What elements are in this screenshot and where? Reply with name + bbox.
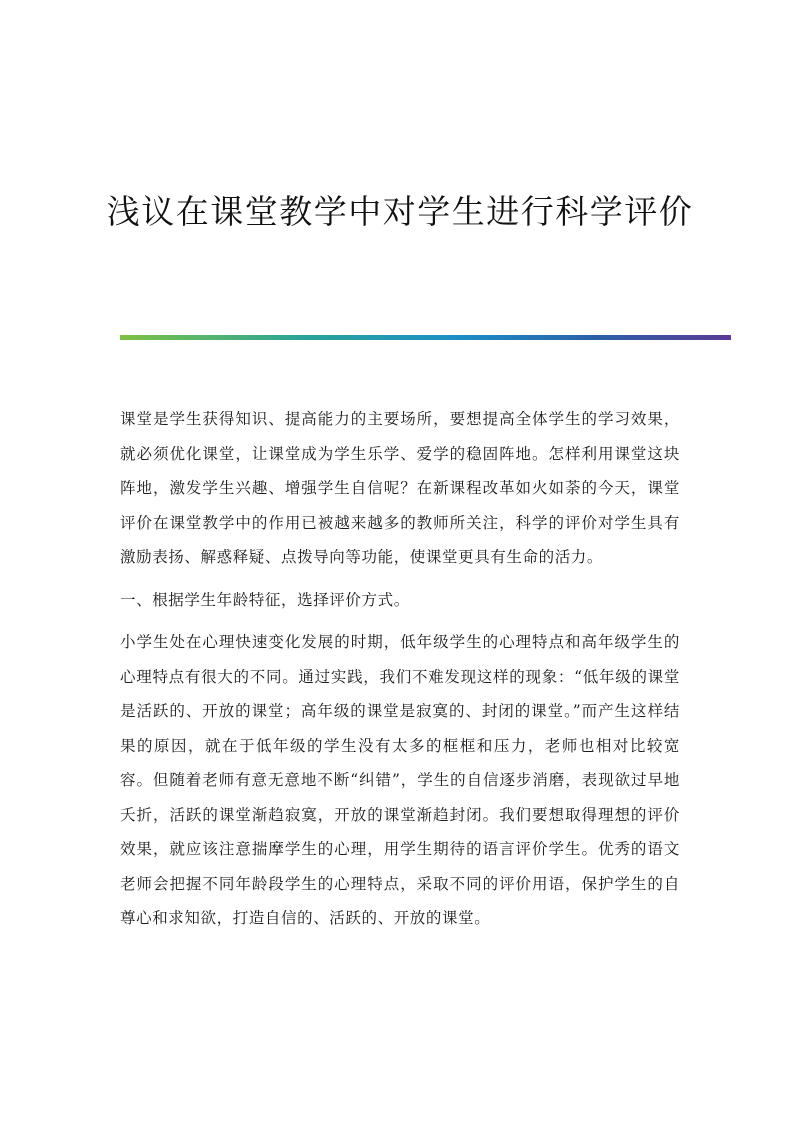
title-divider (120, 335, 731, 340)
paragraph-section-one: 小学生处在心理快速变化发展的时期，低年级学生的心理特点和高年级学生的心理特点有很大的不同。通过实践，我们不难发现这样的现象：“低年级的课堂是活跃的、开放的课堂；高年级的课堂是寂寞的、封闭的课堂。”而产生这样结果的原因，就在于低年级的学生没有太多的框框和压力，老师也相对比较宽容。但随着老师有意无意地不断“纠错”，学生的自信逐步消磨，表现欲过早地夭折，活跃的课堂渐趋寂寞，开放的课堂渐趋封闭。我们要想取得理想的评价效果，就应该注意揣摩学生的心理，用学生期待的语言评价学生。优秀的语文老师会把握不同年龄段学生的心理特点，采取不同的评价用语，保护学生的自尊心和求知欲，打造自信的、活跃的、开放的课堂。 (120, 633, 680, 927)
document-body (120, 402, 680, 944)
section-heading: 一、根据学生年龄特征，选择评价方式。 (120, 590, 410, 609)
paragraph-intro: 课堂是学生获得知识、提高能力的主要场所，要想提高全体学生的学习效果，就必须优化课堂，让课堂成为学生乐学、爱学的稳固阵地。怎样利用课堂这块阵地，激发学生兴趣、增强学生自信呢？在新课程改革如火如荼的今天，课堂评价在课堂教学中的作用已被越来越多的教师所关注，科学的评价对学生具有激励表扬、解惑释疑、点拨导向等功能，使课堂更具有生命的活力。 (120, 410, 680, 566)
document-title: 浅议在课堂教学中对学生进行科学评价 (106, 192, 694, 231)
